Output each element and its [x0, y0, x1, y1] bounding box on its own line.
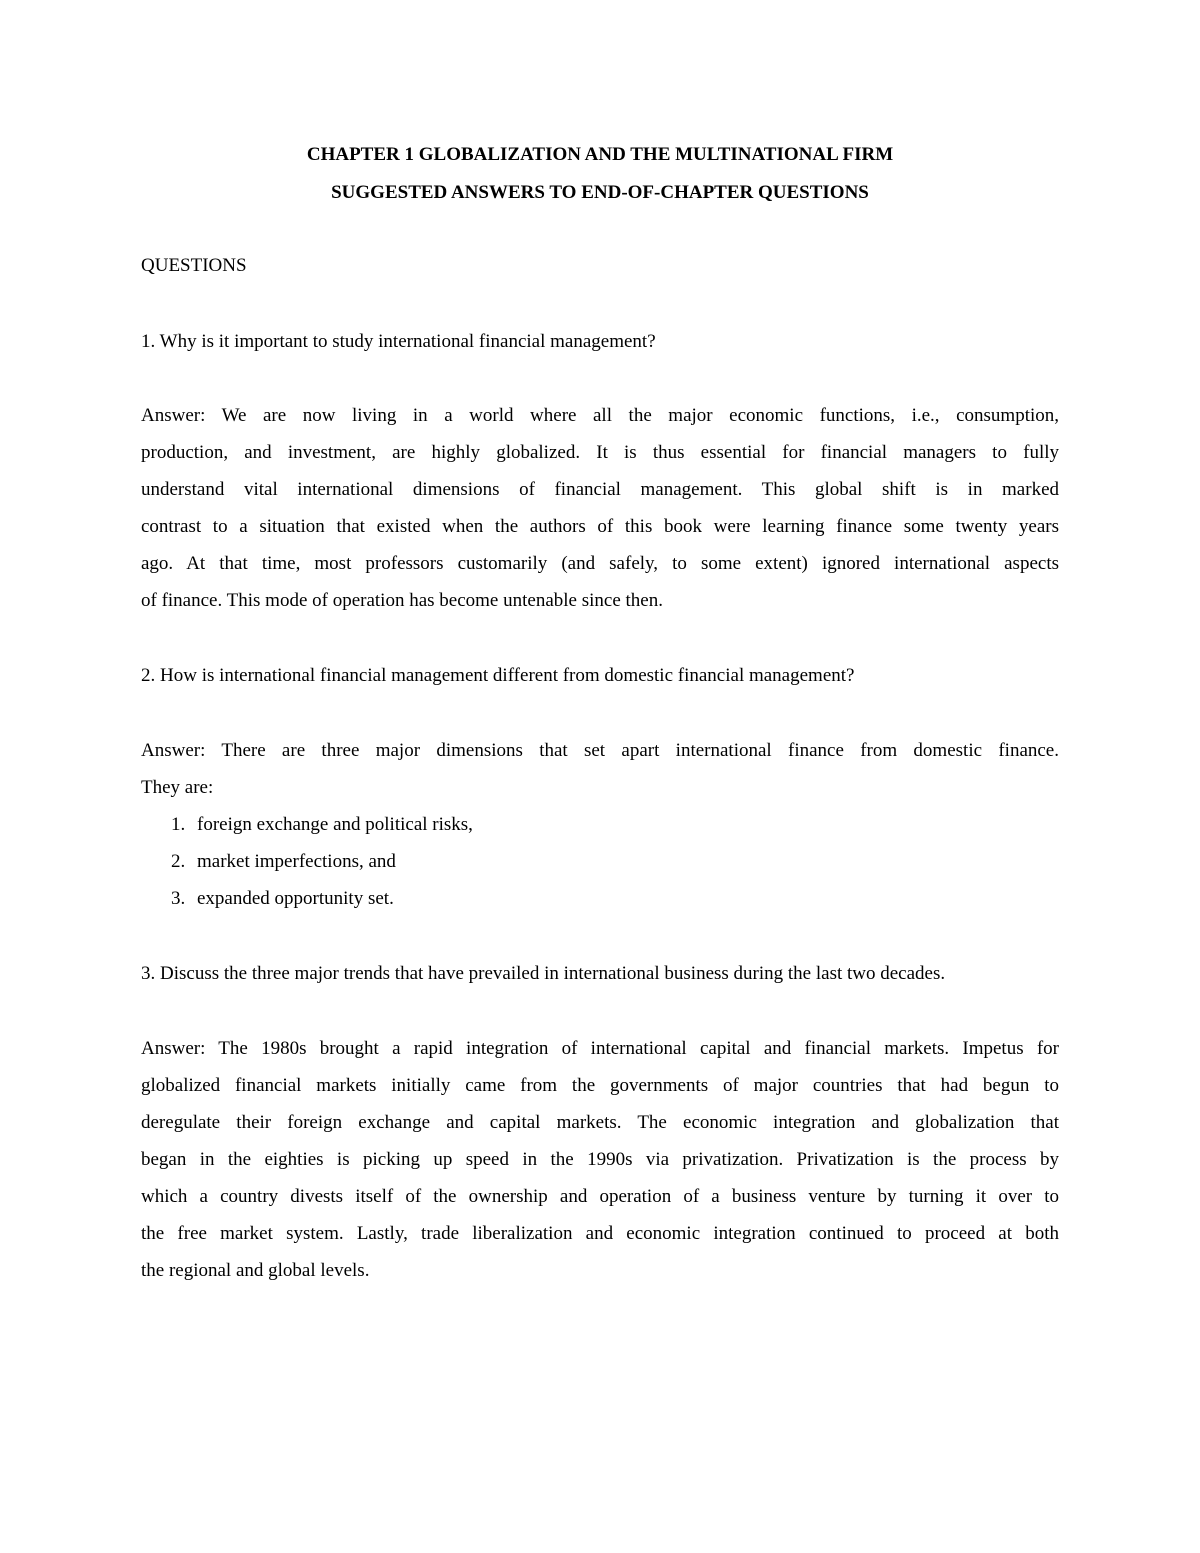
answer-1-line-5: ago. At that time, most professors customarily (and safely, to some extent) ignored international aspects	[141, 553, 1059, 574]
list-number: 2.	[171, 851, 186, 872]
list-text: expanded opportunity set.	[197, 888, 394, 909]
answer-3-line-4: began in the eighties is picking up speed in the 1990s via privatization. Privatization is the process by	[141, 1149, 1059, 1170]
question-3: 3. Discuss the three major trends that have prevailed in international business during the last two decades.	[141, 963, 946, 984]
list-number: 3.	[171, 888, 186, 909]
answer-1-line-3: understand vital international dimensions of financial management. This global shift is in marked	[141, 479, 1059, 500]
answer-1-line-4: contrast to a situation that existed when the authors of this book were learning finance some twenty years	[141, 516, 1059, 537]
answer-3-line-5: which a country divests itself of the ownership and operation of a business venture by turning it over to	[141, 1186, 1059, 1207]
answer-3-line-3: deregulate their foreign exchange and capital markets. The economic integration and globalization that	[141, 1112, 1059, 1133]
answer-1-line-6: of finance. This mode of operation has become untenable since then.	[141, 590, 663, 611]
chapter-subtitle: SUGGESTED ANSWERS TO END-OF-CHAPTER QUESTIONS	[331, 182, 869, 203]
question-2: 2. How is international financial management different from domestic financial management?	[141, 665, 855, 686]
answer-2-line-1: Answer: There are three major dimensions that set apart international finance from domestic finance.	[141, 740, 1059, 761]
answer-3-line-7: the regional and global levels.	[141, 1260, 370, 1281]
list-text: market imperfections, and	[197, 851, 396, 872]
question-1: 1. Why is it important to study international financial management?	[141, 331, 656, 352]
answer-1-line-1: Answer: We are now living in a world where all the major economic functions, i.e., consumption,	[141, 405, 1059, 426]
answer-3-line-2: globalized financial markets initially came from the governments of major countries that had begun to	[141, 1075, 1059, 1096]
answer-2-line-2: They are:	[141, 777, 214, 798]
list-text: foreign exchange and political risks,	[197, 814, 473, 835]
answer-3-line-1: Answer: The 1980s brought a rapid integration of international capital and financial markets. Impetus for	[141, 1038, 1059, 1059]
answer-1-line-2: production, and investment, are highly globalized. It is thus essential for financial managers to fully	[141, 442, 1059, 463]
answer-3-line-6: the free market system. Lastly, trade liberalization and economic integration continued to proceed at both	[141, 1223, 1059, 1244]
chapter-title: CHAPTER 1 GLOBALIZATION AND THE MULTINATIONAL FIRM	[306, 144, 894, 165]
list-number: 1.	[171, 814, 186, 835]
section-heading: QUESTIONS	[141, 255, 247, 276]
